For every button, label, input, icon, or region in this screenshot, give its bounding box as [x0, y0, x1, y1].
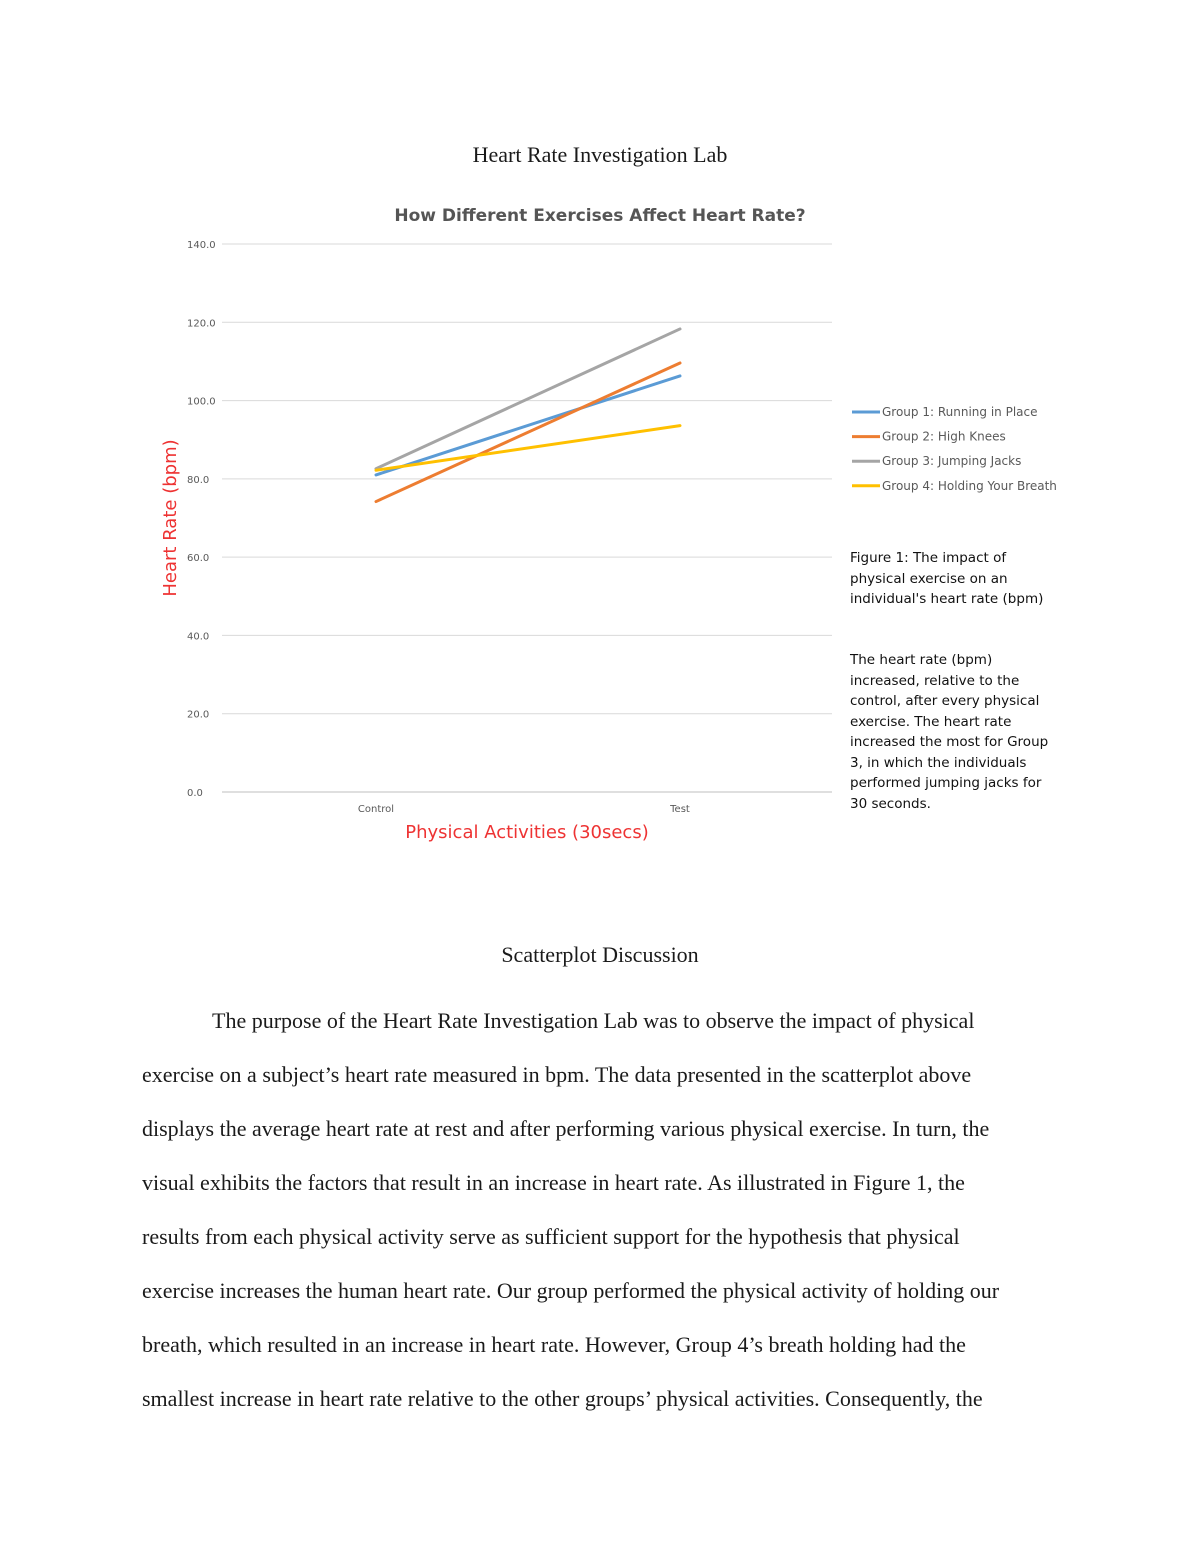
figure-description: The heart rate (bpm) increased, relative to the control, after every physical exercise. The heart rate increased the most for Group 3, in which the individuals performed jumping jacks for 30 seconds. — [850, 652, 1049, 812]
section-heading: Scatterplot Discussion — [501, 942, 699, 967]
y-tick-label: 120.0 — [187, 318, 216, 330]
legend-label: Group 3: Jumping Jacks — [882, 454, 1022, 469]
y-axis-title: Heart Rate (bpm) — [160, 439, 181, 597]
paragraph-line: exercise on a subject’s heart rate measured in bpm. The data presented in the scatterplot above — [142, 1062, 972, 1087]
document-title: Heart Rate Investigation Lab — [472, 142, 728, 167]
discussion-paragraph — [142, 994, 1062, 1426]
x-tick-label: Control — [357, 804, 395, 815]
y-tick-label: 100.0 — [187, 396, 216, 408]
y-tick-label: 140.0 — [187, 240, 216, 251]
x-axis-title: Physical Activities (30secs) — [405, 822, 649, 843]
chart-title: How Different Exercises Affect Heart Rate? — [394, 206, 806, 226]
figure-caption: Figure 1: The impact of physical exercise on an individual's heart rate (bpm) — [850, 550, 1044, 607]
paragraph-line: exercise increases the human heart rate. Our group performed the physical activity of holding our — [142, 1278, 1000, 1303]
x-tick-label: Test — [670, 804, 690, 815]
legend-label: Group 4: Holding Your Breath — [882, 478, 1057, 493]
chart-legend — [852, 405, 1057, 493]
y-tick-label: 0.0 — [187, 788, 203, 799]
paragraph-line: The purpose of the Heart Rate Investigation Lab was to observe the impact of physical — [212, 1008, 975, 1033]
y-tick-label: 60.0 — [187, 553, 210, 565]
legend-label: Group 1: Running in Place — [882, 405, 1038, 419]
y-tick-label: 20.0 — [187, 709, 210, 721]
chart-series — [376, 329, 680, 502]
paragraph-line: results from each physical activity serve as sufficient support for the hypothesis that physical — [142, 1224, 960, 1249]
y-tick-label: 80.0 — [187, 474, 210, 486]
chart-gridlines — [222, 244, 832, 792]
series-line — [376, 376, 680, 475]
paragraph-line: smallest increase in heart rate relative to the other groups’ physical activities. Consequently, the — [142, 1386, 983, 1411]
paragraph-line: visual exhibits the factors that result in an increase in heart rate. As illustrated in Figure 1, the — [142, 1170, 965, 1195]
x-axis-ticks — [358, 804, 690, 815]
legend-label: Group 2: High Knees — [882, 429, 1006, 444]
paragraph-line: displays the average heart rate at rest and after performing various physical exercise. In turn, the — [142, 1116, 990, 1141]
paragraph-line: breath, which resulted in an increase in heart rate. However, Group 4’s breath holding had the — [142, 1332, 966, 1357]
y-tick-label: 40.0 — [187, 631, 210, 643]
y-axis-ticks — [187, 240, 216, 799]
